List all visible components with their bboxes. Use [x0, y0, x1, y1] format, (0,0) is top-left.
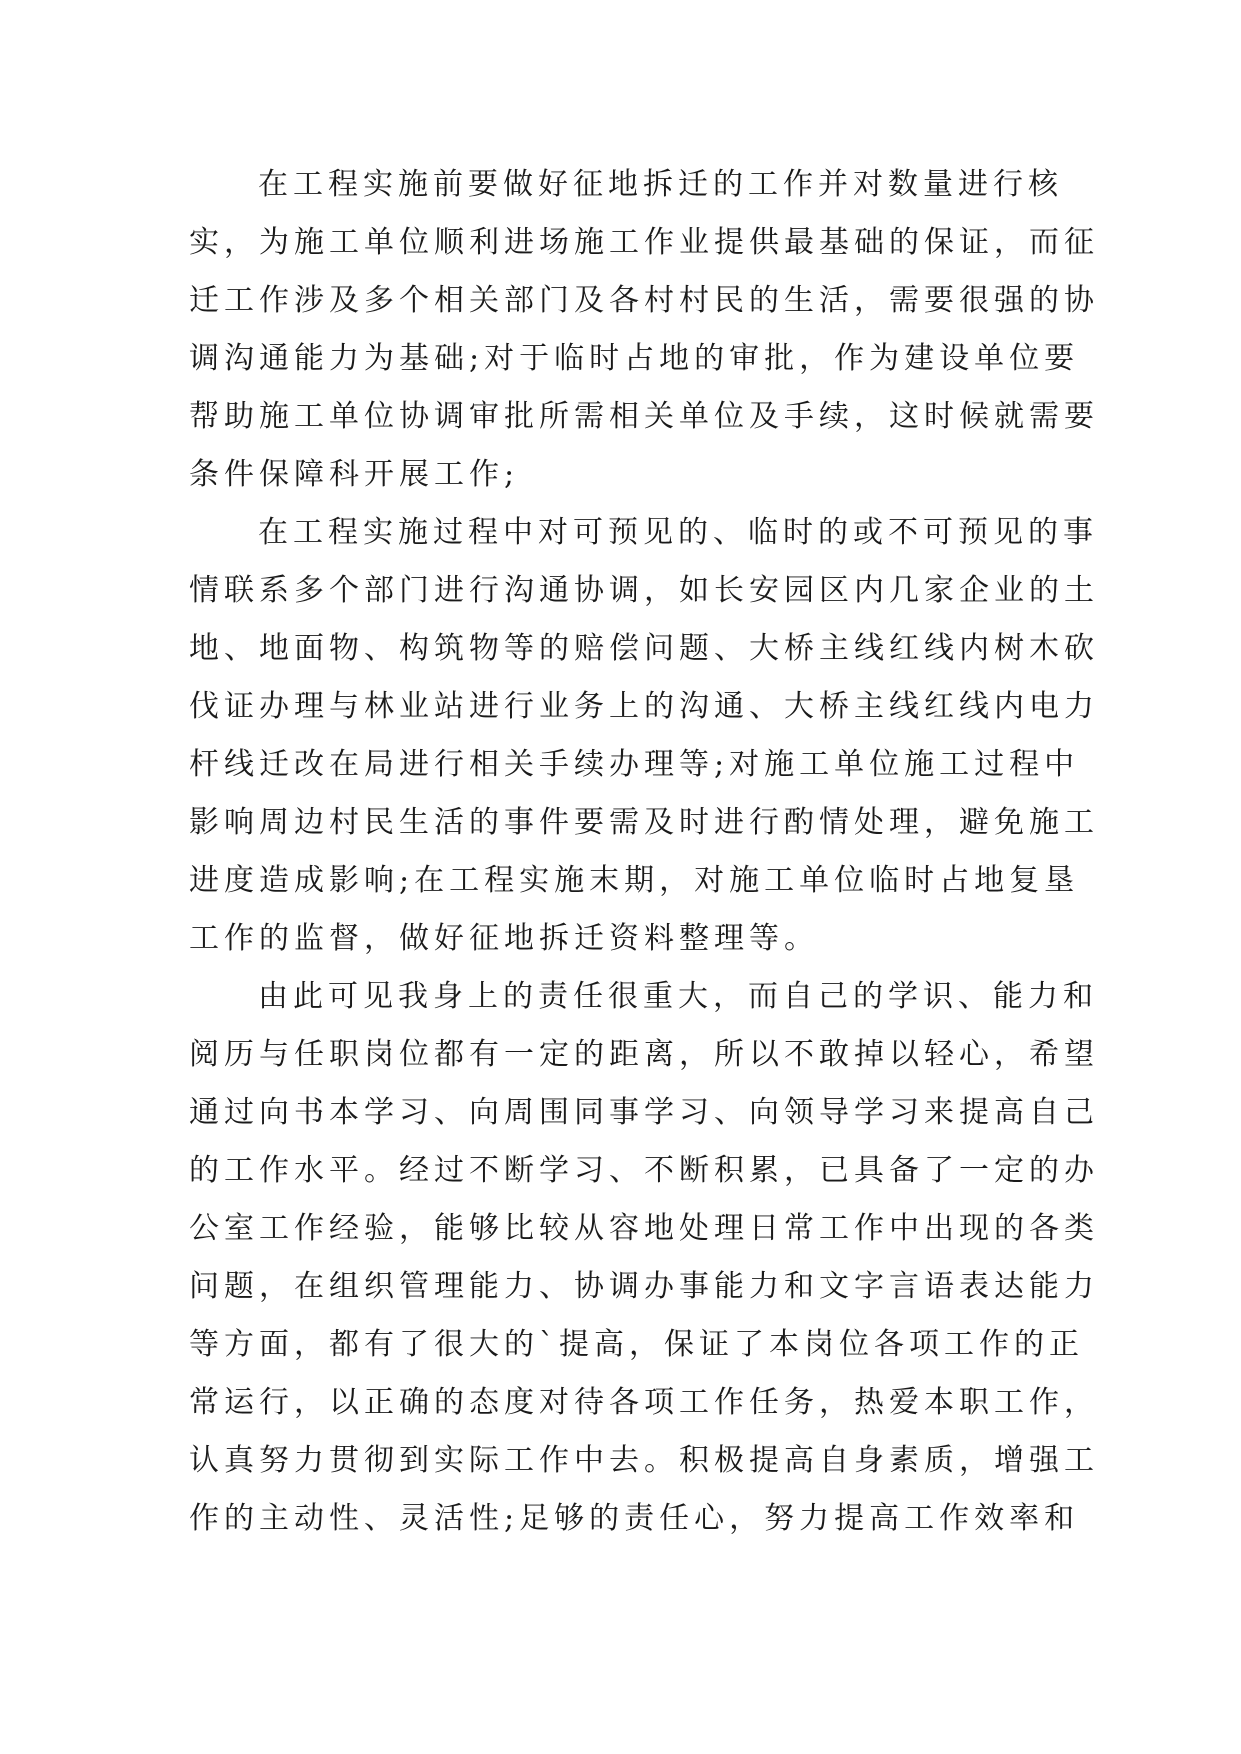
text-line: 伐证办理与林业站进行业务上的沟通、大桥主线红线内电力: [189, 689, 1099, 724]
text-line: 认真努力贯彻到实际工作中去。积极提高自身素质，增强工: [189, 1443, 1099, 1478]
text-line: 常运行，以正确的态度对待各项工作任务，热爱本职工作，: [189, 1385, 1099, 1420]
document-body: [189, 156, 1099, 1548]
paragraph-2: [189, 504, 1099, 968]
text-line: 进度造成影响;在工程实施末期，对施工单位临时占地复垦: [189, 863, 1080, 898]
text-line: 在工程实施过程中对可预见的、临时的或不可预见的事: [258, 515, 1098, 550]
paragraph-3: [189, 968, 1099, 1548]
text-line: 通过向书本学习、向周围同事学习、向领导学习来提高自己: [189, 1095, 1099, 1130]
text-line: 的工作水平。经过不断学习、不断积累，已具备了一定的办: [189, 1153, 1099, 1188]
text-line: 实，为施工单位顺利进场施工作业提供最基础的保证，而征: [189, 225, 1099, 260]
text-line: 问题，在组织管理能力、协调办事能力和文字言语表达能力: [189, 1269, 1099, 1304]
text-line: 在工程实施前要做好征地拆迁的工作并对数量进行核: [258, 167, 1063, 202]
text-line: 等方面，都有了很大的`提高，保证了本岗位各项工作的正: [189, 1327, 1084, 1362]
text-line: 作的主动性、灵活性;足够的责任心，努力提高工作效率和: [189, 1501, 1080, 1536]
text-line: 影响周边村民生活的事件要需及时进行酌情处理，避免施工: [189, 805, 1099, 840]
text-line: 地、地面物、构筑物等的赔偿问题、大桥主线红线内树木砍: [189, 631, 1099, 666]
text-line: 调沟通能力为基础;对于临时占地的审批，作为建设单位要: [189, 341, 1080, 376]
text-line: 由此可见我身上的责任很重大，而自己的学识、能力和: [258, 979, 1098, 1014]
text-line: 情联系多个部门进行沟通协调，如长安园区内几家企业的土: [189, 573, 1099, 608]
text-line: 阅历与任职岗位都有一定的距离，所以不敢掉以轻心，希望: [189, 1037, 1099, 1072]
text-line: 杆线迁改在局进行相关手续办理等;对施工单位施工过程中: [189, 747, 1080, 782]
paragraph-1: [189, 156, 1099, 504]
text-line: 帮助施工单位协调审批所需相关单位及手续，这时候就需要: [189, 399, 1099, 434]
text-line: 迁工作涉及多个相关部门及各村村民的生活，需要很强的协: [189, 283, 1099, 318]
text-line: 工作的监督，做好征地拆迁资料整理等。: [189, 921, 819, 956]
text-line: 条件保障科开展工作;: [189, 457, 520, 492]
text-line: 公室工作经验，能够比较从容地处理日常工作中出现的各类: [189, 1211, 1099, 1246]
